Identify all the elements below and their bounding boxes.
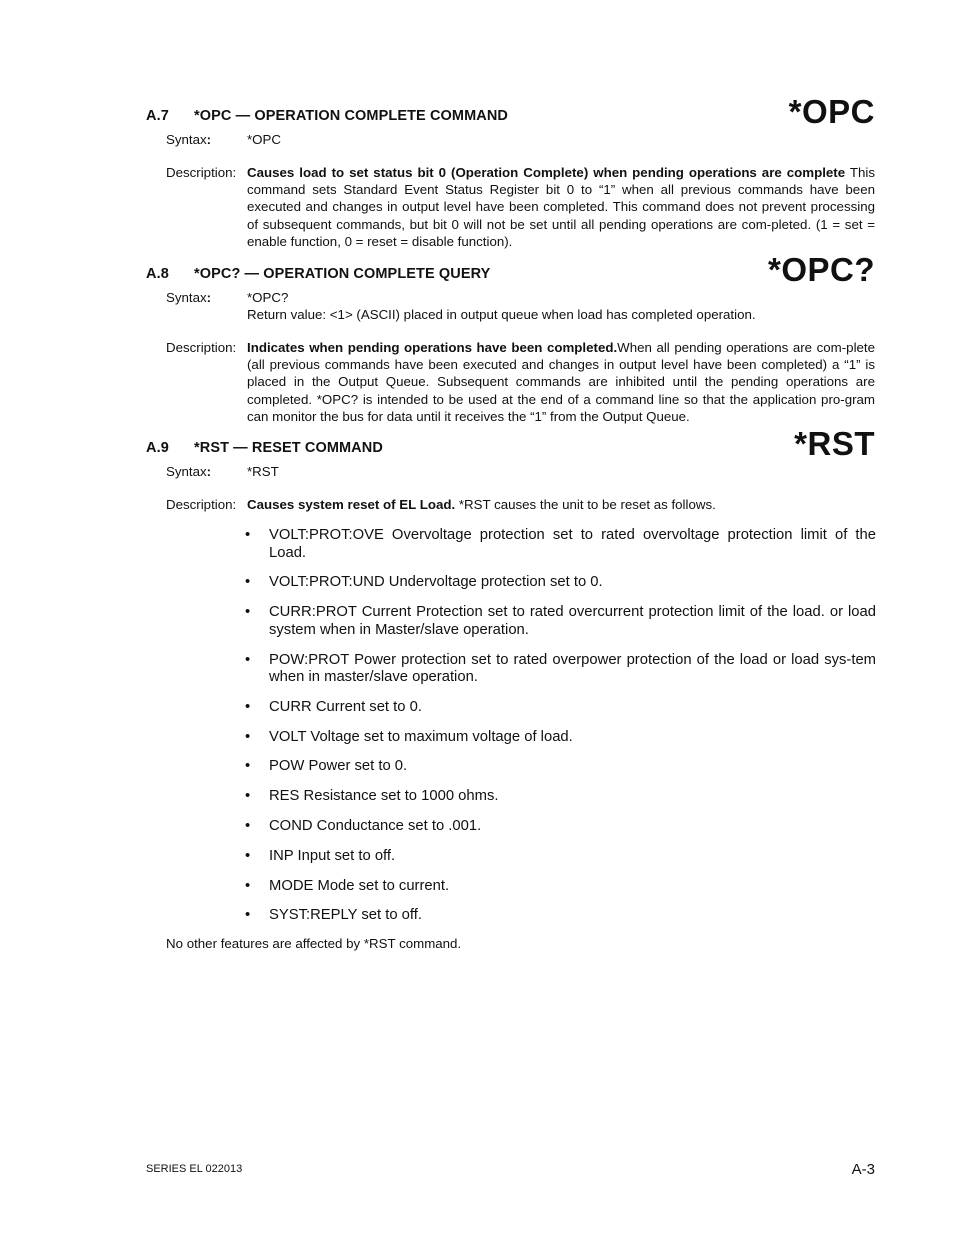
syntax-label: Syntax: bbox=[166, 464, 212, 479]
list-item: • POW:PROT Power protection set to rated overpower protection of the load or load sys-tem when in master/slave operation. bbox=[245, 651, 876, 686]
list-item: • VOLT:PROT:UND Undervoltage protection set to 0. bbox=[245, 574, 603, 591]
description-body: When all pending operations are com-plete (all previous commands have been executed and changes in output level have been completed) a “1” is placed in the Output Queue. Subsequent commands are inhibited until the pending operations are completed. *OPC? is intended to be used at the end of a command line so that the application pro-gram can monitor the bus for data until it receives the “1” from the Output Queue. bbox=[247, 340, 876, 424]
description-label: Description: bbox=[166, 340, 237, 355]
closing-note: No other features are affected by *RST command. bbox=[166, 936, 462, 951]
footer-series-label: SERIES EL 022013 bbox=[146, 1163, 243, 1175]
section-number: A.8 bbox=[146, 266, 169, 282]
command-label-opc: *OPC bbox=[788, 93, 875, 130]
section-heading-a7 bbox=[146, 108, 508, 124]
command-label-opc-query: *OPC? bbox=[767, 251, 875, 288]
description-label: Description: bbox=[166, 497, 237, 512]
syntax-value: *RST bbox=[247, 464, 279, 479]
list-item: • INP Input set to off. bbox=[245, 847, 396, 864]
list-item: • VOLT:PROT:OVE Overvoltage protection set to rated overvoltage protection limit of the Load. bbox=[245, 527, 876, 561]
description-body: *RST causes the unit to be reset as follows. bbox=[455, 497, 716, 512]
bullet-icon: • bbox=[245, 788, 251, 805]
description-text bbox=[247, 164, 875, 250]
bullet-icon: • bbox=[245, 907, 251, 924]
list-item: • SYST:REPLY set to off. bbox=[245, 907, 422, 924]
section-heading-a8 bbox=[146, 266, 490, 282]
description-text bbox=[247, 496, 875, 513]
description-label: Description: bbox=[166, 165, 237, 180]
syntax-value: *OPC? bbox=[247, 290, 289, 305]
section-title: *RST — RESET COMMAND bbox=[194, 440, 383, 456]
list-item: • MODE Mode set to current. bbox=[245, 877, 450, 894]
list-item: • RES Resistance set to 1000 ohms. bbox=[245, 788, 499, 805]
bullet-icon: • bbox=[245, 728, 251, 745]
bullet-icon: • bbox=[245, 818, 251, 835]
list-item: • CURR Current set to 0. bbox=[245, 698, 422, 715]
return-value: Return value: <1> (ASCII) placed in output queue when load has completed operation. bbox=[247, 307, 756, 322]
reset-effects-list bbox=[245, 527, 876, 937]
bullet-icon: • bbox=[245, 877, 251, 894]
list-item: • COND Conductance set to .001. bbox=[245, 818, 482, 835]
description-bold: Causes system reset of EL Load. bbox=[247, 497, 456, 512]
syntax-label: Syntax: bbox=[166, 290, 212, 305]
bullet-icon: • bbox=[245, 604, 251, 621]
bullet-icon: • bbox=[245, 574, 251, 591]
bullet-icon: • bbox=[245, 651, 251, 668]
command-label-rst: *RST bbox=[794, 425, 875, 462]
section-heading-a9 bbox=[146, 440, 383, 456]
section-title: *OPC? — OPERATION COMPLETE QUERY bbox=[194, 266, 491, 282]
description-body: This command sets Standard Event Status Register bit 0 to “1” when all previous commands have been executed and changes in output level have been completed. This command does not prevent processing of subsequent commands, but bit 0 will not be set until all pending operations are com-pleted. (1 = set = enable function, 0 = reset = disable function). bbox=[247, 165, 875, 249]
description-bold: Causes load to set status bit 0 (Operation Complete) when pending operations are complete bbox=[247, 165, 846, 180]
page-number: A-3 bbox=[851, 1161, 875, 1178]
section-number: A.7 bbox=[146, 108, 169, 124]
syntax-label: Syntax: bbox=[166, 132, 212, 147]
bullet-icon: • bbox=[245, 527, 251, 543]
bullet-icon: • bbox=[245, 758, 251, 775]
description-bold: Indicates when pending operations have been completed. bbox=[247, 340, 618, 355]
bullet-icon: • bbox=[245, 698, 251, 715]
list-item: • CURR:PROT Current Protection set to rated overcurrent protection limit of the load. or load system when in Master/slave operation. bbox=[245, 604, 876, 638]
section-number: A.9 bbox=[146, 440, 169, 456]
section-title: *OPC — OPERATION COMPLETE COMMAND bbox=[194, 108, 508, 124]
description-text bbox=[247, 339, 875, 425]
list-item: • VOLT Voltage set to maximum voltage of load. bbox=[245, 728, 573, 745]
list-item: • POW Power set to 0. bbox=[245, 758, 408, 775]
bullet-icon: • bbox=[245, 847, 251, 864]
syntax-value: *OPC bbox=[247, 132, 281, 147]
